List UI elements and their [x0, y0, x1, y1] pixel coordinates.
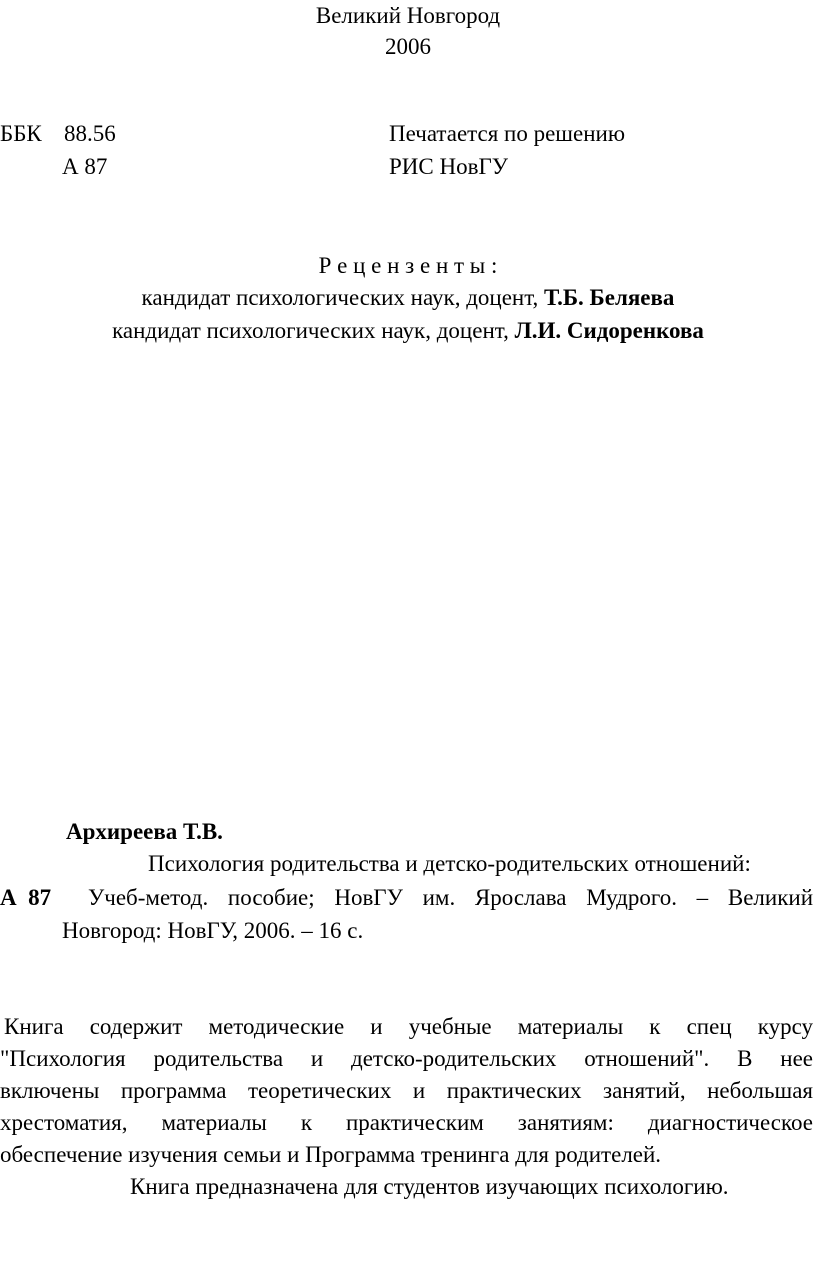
book-mark: А 87 — [0, 885, 52, 910]
book-author: Архиреева Т.В. — [66, 819, 223, 844]
reviewer-role: кандидат психологических наук, доцент, — [112, 318, 509, 343]
book-description-line1: Учеб-метод. пособие; НовГУ им. Ярослава Мудрого. – Великий — [88, 885, 813, 910]
print-note-line1: Печатается по решению — [389, 121, 626, 146]
reviewer-line — [0, 284, 816, 312]
abstract-line: хрестоматия, материалы к практическим занятиям: диагностическое — [0, 1110, 813, 1135]
book-title-line: Психология родительства и детско-родительских отношений: — [148, 851, 751, 876]
year-label: 2006 — [385, 34, 431, 59]
bbk-code: 88.56 — [64, 121, 116, 146]
abstract-line: "Психология родительства и детско-родительских отношений". В нее — [0, 1046, 813, 1071]
reviewers-heading: Р е ц е н з е н т ы : — [318, 253, 498, 278]
abstract-last-line: обеспечение изучения семьи и Программа тренинга для родителей. — [0, 1142, 662, 1167]
abstract-purpose: Книга предназначена для студентов изучающих психологию. — [130, 1174, 729, 1199]
book-description-line2: Новгород: НовГУ, 2006. – 16 с. — [62, 918, 364, 943]
print-note-line2: РИС НовГУ — [389, 154, 509, 179]
reviewer-name: Л.И. Сидоренкова — [514, 318, 704, 343]
author-mark: А 87 — [62, 154, 108, 179]
reviewer-role: кандидат психологических наук, доцент, — [141, 285, 539, 310]
abstract-line: Книга содержит методические и учебные материалы к спец курсу — [4, 1014, 813, 1039]
bbk-label: ББК — [0, 121, 42, 146]
reviewer-name: Т.Б. Беляева — [544, 285, 675, 310]
city-label: Великий Новгород — [315, 3, 501, 28]
reviewer-line — [0, 317, 816, 345]
abstract-line: включены программа теоретических и практических занятий, небольшая — [0, 1078, 813, 1103]
